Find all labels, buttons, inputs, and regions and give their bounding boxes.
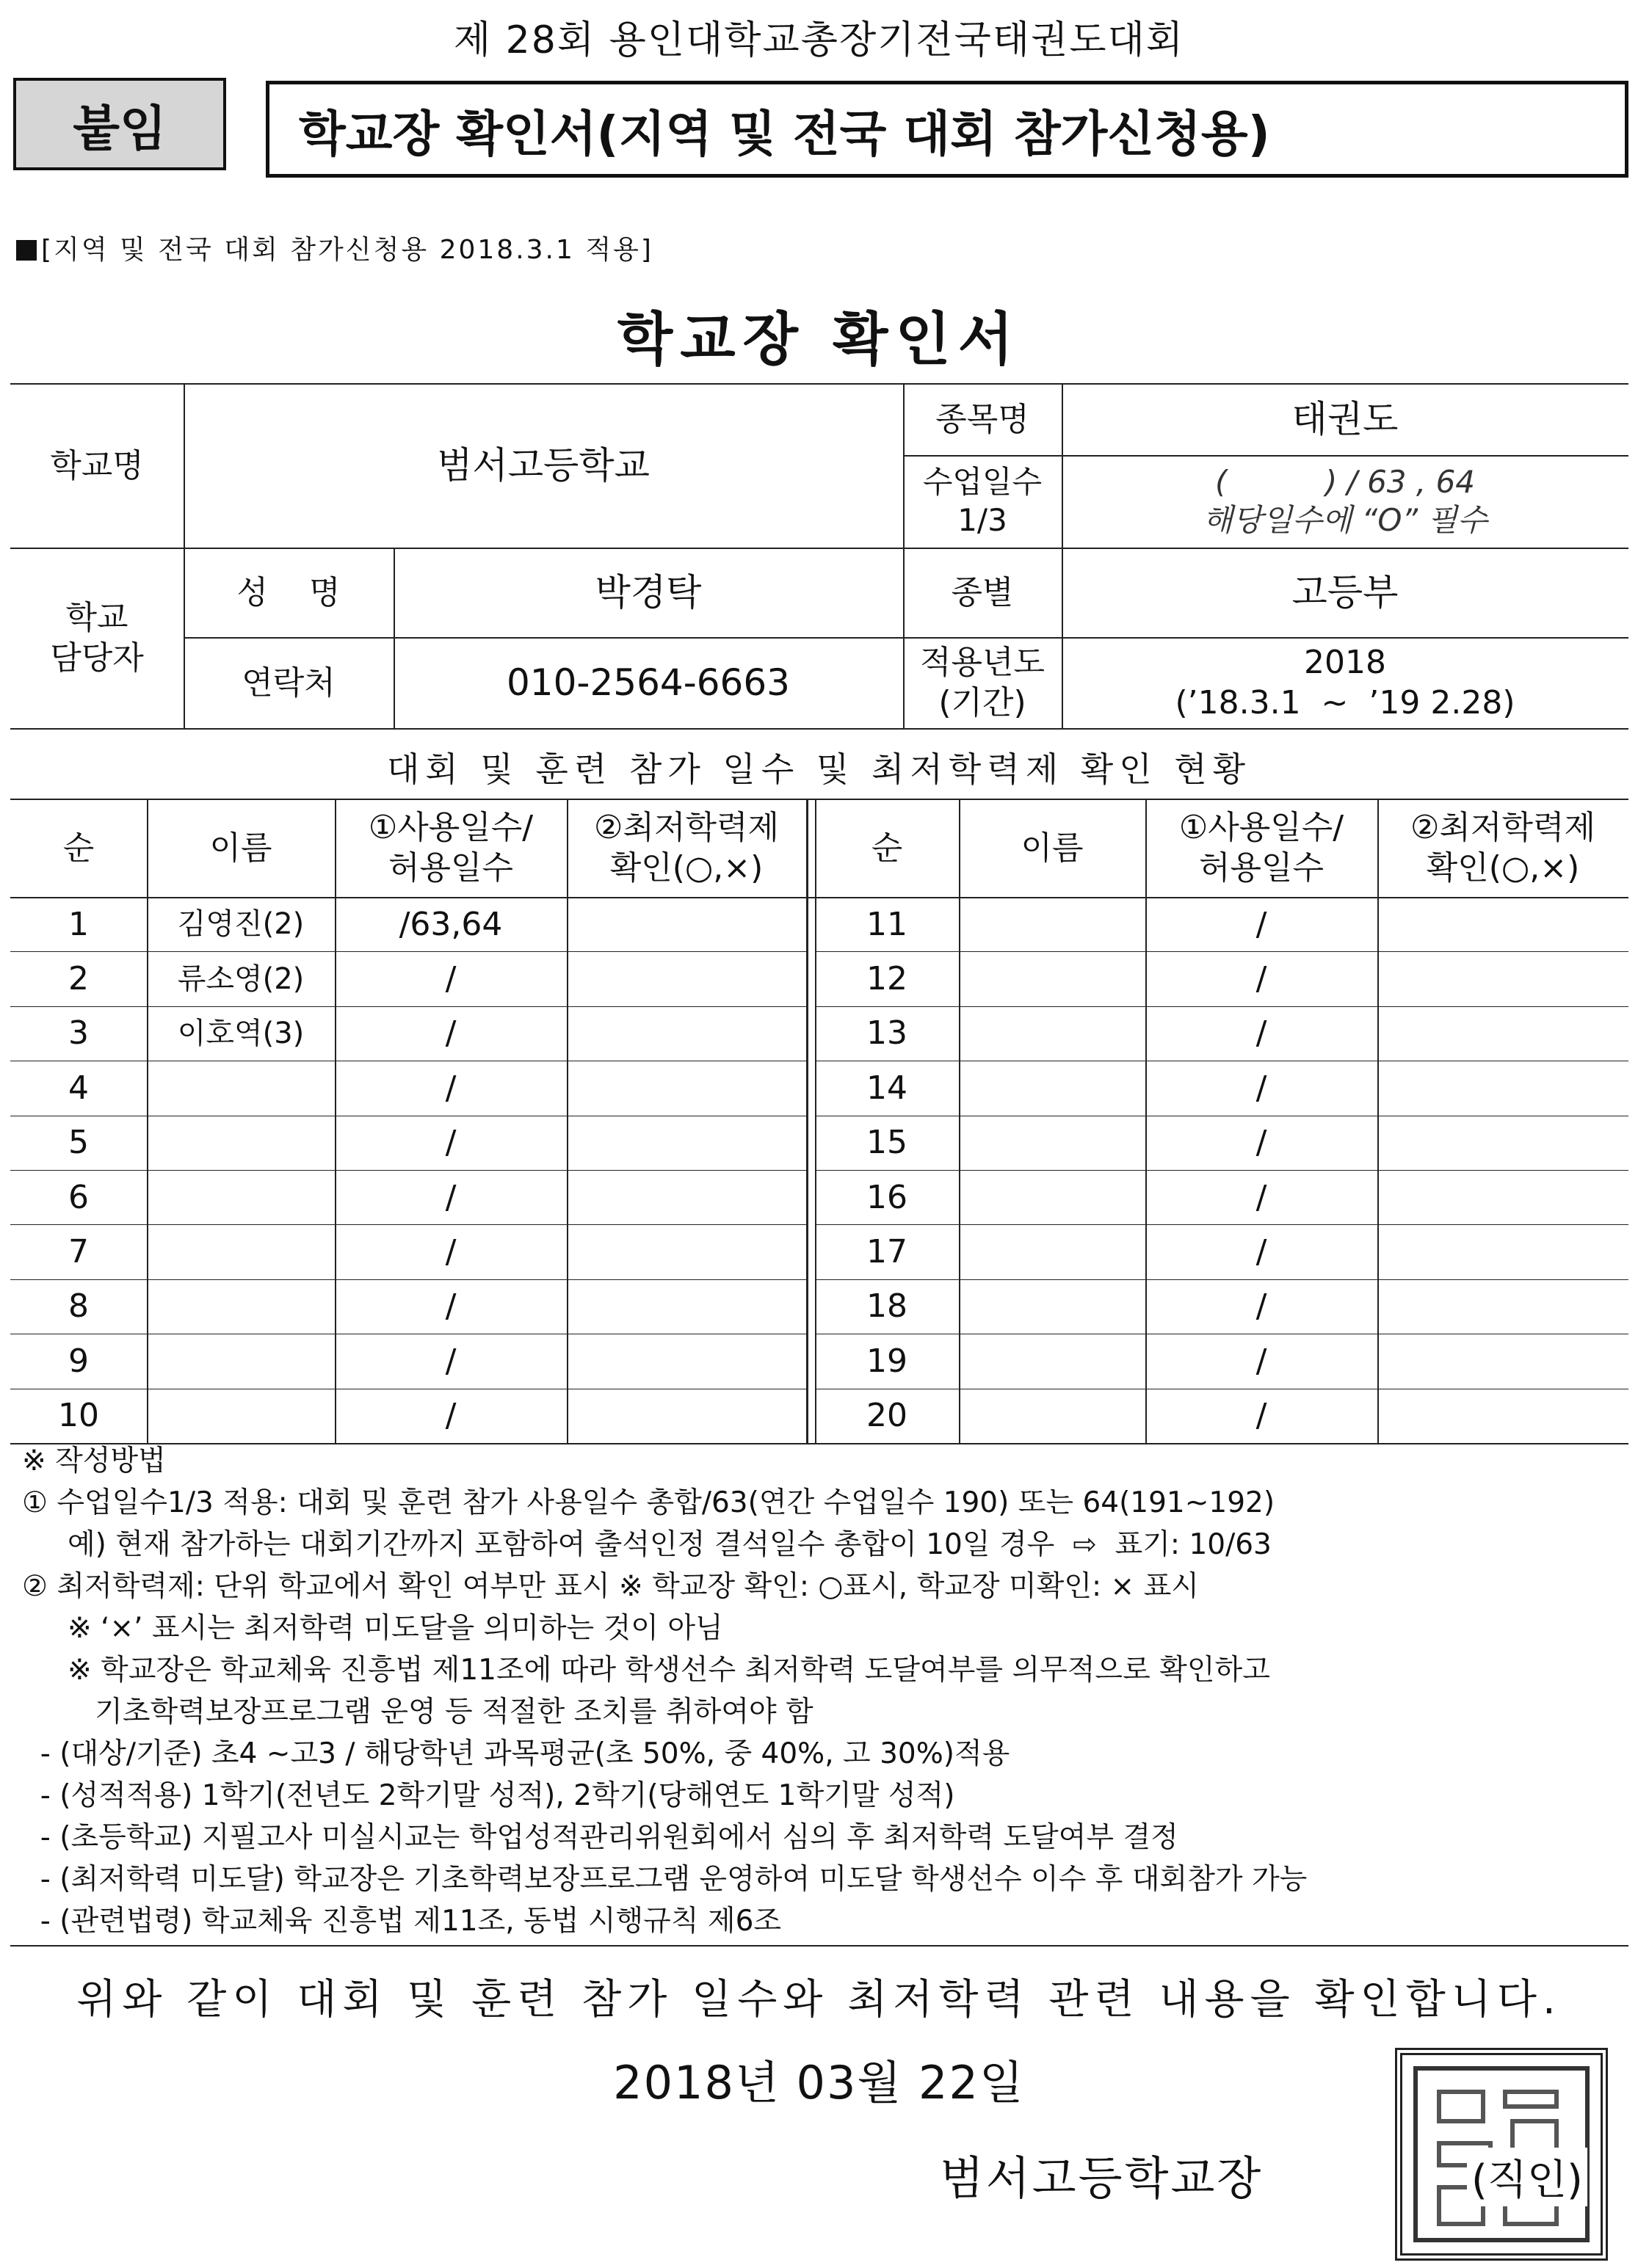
header-check-right	[1377, 799, 1628, 897]
table-cell-check	[1377, 897, 1628, 951]
table-cell-check	[567, 1279, 806, 1334]
table-cell-days: /	[1255, 1287, 1267, 1326]
table-cell-days: /	[1255, 1014, 1267, 1053]
document-title: 학교장 확인서	[617, 307, 1021, 373]
header-days-line2: 허용일수	[388, 849, 513, 887]
name-label: 성 명	[236, 573, 341, 611]
table-cell-days: /	[1255, 960, 1267, 998]
table-cell-no: 7	[68, 1233, 89, 1271]
year-value-line2: (’18.3.1 ~ ’19 2.28)	[1175, 684, 1515, 722]
seal-label: (직인)	[1467, 2148, 1587, 2206]
table-cell-check	[1377, 1389, 1628, 1443]
table-cell-no: 10	[58, 1397, 99, 1435]
year-value-line1: 2018	[1304, 644, 1386, 681]
confirmation-statement: 위와 같이 대회 및 훈련 참가 일수와 최저학력 관련 내용을 확인합니다.	[76, 1976, 1562, 2024]
table-cell-name: 김영진(2)	[177, 907, 305, 942]
signer: 범서고등학교장	[940, 2151, 1264, 2205]
table-cell-days: /	[445, 1233, 457, 1271]
table-cell-days: /	[445, 960, 457, 998]
note-line: ※ 작성방법	[22, 1444, 166, 1478]
table-cell-no: 8	[68, 1287, 89, 1326]
table-cell-name	[959, 897, 1145, 951]
table-cell-check	[1377, 951, 1628, 1006]
table-cell-name	[147, 1224, 335, 1279]
table-cell-name	[147, 1389, 335, 1443]
table-cell-name	[147, 1279, 335, 1334]
division-value: 고등부	[1291, 570, 1399, 614]
header-days-left	[335, 799, 567, 897]
header-name-left: 이름	[209, 829, 272, 867]
contact-value: 010-2564-6663	[506, 661, 790, 704]
note-line: ② 최저학력제: 단위 학교에서 확인 여부만 표시 ※ 학교장 확인: ○표시, 학교장 미확인: × 표시	[22, 1570, 1199, 1603]
table-cell-no: 16	[866, 1178, 907, 1216]
attachment-tag: 붙임	[13, 78, 226, 170]
school-value: 범서고등학교	[437, 443, 650, 487]
table-cell-no: 15	[866, 1124, 907, 1162]
table-cell-no: 12	[866, 960, 907, 998]
table-cell-check	[1377, 1116, 1628, 1170]
header-check-line1: ②최저학력제	[594, 809, 779, 846]
table-cell-name	[959, 1224, 1145, 1279]
note-line: - (최저학력 미도달) 학교장은 기초학력보장프로그램 운영하여 미도달 학생선수 이수 후 대회참가 가능	[22, 1863, 1308, 1896]
table-cell-check	[1377, 1279, 1628, 1334]
note-line: - (대상/기준) 초4 ~고3 / 해당학년 과목평균(초 50%, 중 40%, 고 30%)적용	[22, 1737, 1010, 1770]
table-cell-check	[567, 951, 806, 1006]
table-cell-check	[1377, 1334, 1628, 1388]
table-cell-name: 류소영(2)	[177, 962, 305, 996]
header-name-right: 이름	[1021, 829, 1084, 867]
year-label-line2: (기간)	[938, 684, 1026, 722]
table-cell-check	[567, 1389, 806, 1443]
table-cell-check	[567, 1006, 806, 1061]
header-days-line1: ①사용일수/	[1178, 809, 1344, 846]
note-line: - (관련법령) 학교체육 진흥법 제11조, 동법 시행규칙 제6조	[22, 1905, 782, 1938]
header-no-right: 순	[871, 829, 903, 867]
summary-title: 대회 및 훈련 참가 일수 및 최저학력제 확인 현황	[386, 749, 1252, 789]
table-cell-days: /	[1255, 1069, 1267, 1107]
header-check-line1: ②최저학력제	[1410, 809, 1595, 846]
table-cell-check	[567, 1061, 806, 1115]
header-days-right	[1145, 799, 1377, 897]
table-cell-name	[959, 1279, 1145, 1334]
table-cell-no: 1	[68, 905, 89, 943]
table-cell-name	[959, 1061, 1145, 1115]
table-cell-name	[147, 1116, 335, 1170]
classdays-value-line2: 해당일수에 “O” 필수	[1203, 502, 1487, 538]
classdays-label	[903, 455, 1062, 548]
table-cell-name	[147, 1170, 335, 1224]
table-cell-no: 5	[68, 1124, 89, 1162]
note-line: ※ ‘×’ 표시는 최저학력 미도달을 의미하는 것이 아님	[22, 1612, 723, 1645]
applied-note-text: [지역 및 전국 대회 참가신청용 2018.3.1 적용]	[41, 235, 653, 265]
table-cell-check	[1377, 1006, 1628, 1061]
table-cell-days: /	[445, 1069, 457, 1107]
table-cell-days: /	[1255, 1233, 1267, 1271]
event-label: 종목명	[935, 400, 1029, 438]
table-cell-no: 13	[866, 1014, 907, 1053]
table-cell-name: 이호역(3)	[177, 1016, 305, 1050]
table-cell-name	[959, 1170, 1145, 1224]
table-cell-check	[567, 1224, 806, 1279]
classdays-label-line2: 1/3	[957, 502, 1007, 538]
note-line: ※ 학교장은 학교체육 진흥법 제11조에 따라 학생선수 최저학력 도달여부를 의무적으로 확인하고	[22, 1654, 1270, 1687]
note-line: 예) 현재 참가하는 대회기간까지 포함하여 출석인정 결석일수 총합이 10일 경우 ⇨ 표기: 10/63	[22, 1528, 1272, 1561]
header-check-line2: 확인(○,×)	[609, 849, 764, 887]
year-value	[1062, 637, 1628, 728]
table-cell-no: 19	[866, 1342, 907, 1380]
event-value: 태권도	[1291, 397, 1399, 440]
manager-label	[10, 548, 184, 728]
table-cell-days: /	[1255, 1342, 1267, 1380]
manager-label-line2: 담당자	[50, 639, 144, 677]
table-cell-no: 3	[68, 1014, 89, 1053]
table-cell-no: 6	[68, 1178, 89, 1216]
header-days-line1: ①사용일수/	[368, 809, 534, 846]
classdays-value	[1062, 455, 1628, 548]
year-label	[903, 637, 1062, 728]
square-bullet-icon	[16, 240, 37, 261]
table-cell-no: 4	[68, 1069, 89, 1107]
table-cell-name	[959, 951, 1145, 1006]
table-cell-name	[959, 1389, 1145, 1443]
header-no-left: 순	[62, 829, 95, 867]
document-heading: 학교장 확인서(지역 및 전국 대회 참가신청용)	[266, 81, 1628, 178]
classdays-value-line1: ( ) / 63 , 64	[1214, 463, 1476, 500]
manager-label-line1: 학교	[65, 599, 128, 636]
division-label: 종별	[951, 573, 1014, 611]
table-cell-days: /	[445, 1342, 457, 1380]
table-cell-days: /	[445, 1014, 457, 1053]
table-cell-no: 20	[866, 1397, 907, 1435]
header-check-line2: 확인(○,×)	[1426, 849, 1580, 887]
table-cell-name	[959, 1334, 1145, 1388]
table-cell-check	[567, 1170, 806, 1224]
name-value: 박경탁	[595, 570, 702, 614]
table-cell-check	[1377, 1170, 1628, 1224]
table-cell-no: 2	[68, 960, 89, 998]
table-cell-days: /	[1255, 905, 1267, 943]
table-cell-no: 9	[68, 1342, 89, 1380]
note-line: - (초등학교) 지필고사 미실시교는 학업성적관리위원회에서 심의 후 최저학력 도달여부 결정	[22, 1821, 1178, 1854]
table-cell-no: 17	[866, 1233, 907, 1271]
table-cell-days: /	[445, 1397, 457, 1435]
table-cell-check	[567, 897, 806, 951]
issue-date: 2018년 03월 22일	[613, 2056, 1025, 2109]
table-cell-days: /	[1255, 1397, 1267, 1435]
table-cell-check	[1377, 1061, 1628, 1115]
applied-note	[16, 229, 653, 266]
table-cell-days: /	[445, 1287, 457, 1326]
writing-instructions	[22, 1440, 1630, 1942]
school-label: 학교명	[50, 446, 144, 484]
event-title: 제 28회 용인대학교총장기전국태권도대회	[453, 18, 1185, 62]
table-cell-check	[1377, 1224, 1628, 1279]
table-cell-check	[567, 1334, 806, 1388]
year-label-line1: 적용년도	[919, 644, 1045, 681]
table-cell-days: /	[445, 1124, 457, 1162]
table-cell-name	[147, 1061, 335, 1115]
table-cell-days: /	[1255, 1178, 1267, 1216]
table-cell-days: /	[1255, 1124, 1267, 1162]
table-cell-days: /63,64	[399, 905, 503, 943]
table-cell-name	[959, 1006, 1145, 1061]
note-line: ① 수업일수1/3 적용: 대회 및 훈련 참가 사용일수 총합/63(연간 수업일수 190) 또는 64(191~192)	[22, 1486, 1275, 1519]
classdays-label-line1: 수업일수	[922, 463, 1043, 500]
table-cell-check	[567, 1116, 806, 1170]
table-cell-no: 11	[866, 905, 907, 943]
note-line: 기초학력보장프로그램 운영 등 적절한 조치를 취하여야 함	[22, 1695, 813, 1729]
table-cell-days: /	[445, 1178, 457, 1216]
table-cell-no: 14	[866, 1069, 907, 1107]
header-check-left	[567, 799, 806, 897]
table-cell-name	[147, 1334, 335, 1388]
contact-label: 연락처	[242, 664, 336, 702]
note-line: - (성적적용) 1학기(전년도 2학기말 성적), 2학기(당해연도 1학기말 성적)	[22, 1779, 955, 1812]
header-days-line2: 허용일수	[1198, 849, 1324, 887]
table-cell-no: 18	[866, 1287, 907, 1326]
table-cell-name	[959, 1116, 1145, 1170]
